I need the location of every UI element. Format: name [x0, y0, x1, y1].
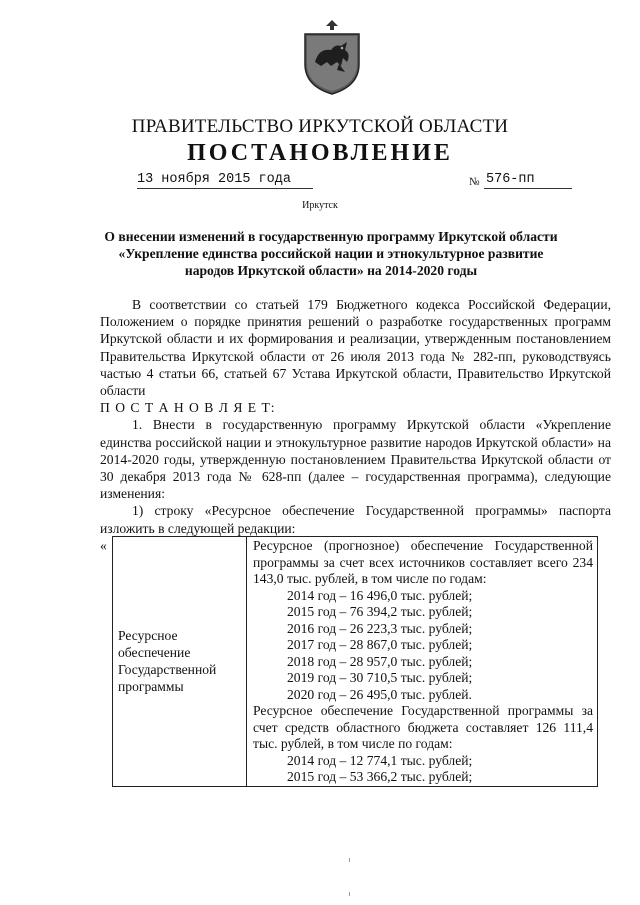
number-label: № [469, 176, 480, 188]
document-date: 13 ноября 2015 года [137, 172, 313, 189]
document-body [100, 296, 611, 537]
document-title: О внесении изменений в государственную программу Иркутской области «Укрепление единства российской нации и этнокультурное развитие народов Иркутской области» на 2014-2020 годы [104, 229, 558, 278]
item-1-paragraph: 1. Внести в государственную программу Иркутской области «Укрепление единства российской нации и этнокультурное развитие народов Иркутской области» на 2014-2020 годы, утвержденную постановлением Правительства Иркутской области от 30 декабря 2013 года № 628-пп (далее – государственная программа), следующие изменения: [100, 417, 611, 502]
document-number: 576-пп [484, 172, 572, 189]
table-content-cell [247, 537, 598, 787]
year-line: 2017 год – 28 867,0 тыс. рублей; [287, 637, 473, 652]
year-line: 2014 год – 12 774,1 тыс. рублей; [287, 752, 473, 768]
total-funding-text: Ресурсное (прогнозное) обеспечение Государственной программы за счет всех источников составляет всего 234 143,0 тыс. рублей, в том числе по годам: [253, 538, 593, 586]
year-line: 2015 год – 76 394,2 тыс. рублей; [287, 604, 473, 619]
year-line: 2014 год – 16 496,0 тыс. рублей; [287, 587, 473, 603]
item-1-1-paragraph: 1) строку «Ресурсное обеспечение Государственной программы» паспорта изложить в следующей редакции: [100, 503, 611, 536]
preamble-paragraph: В соответствии со статьей 179 Бюджетного кодекса Российской Федерации, Положением о порядке принятия решений о разработке государственных программ Иркутской области и их формирования и реализации, утвержденным постановлением Правительства Иркутской области от 26 июля 2013 года № 282-пп, руководствуясь частью 4 статьи 66, статьей 67 Устава Иркутской области, Правительство Иркутской области [100, 297, 611, 399]
resource-table [112, 536, 598, 787]
year-line: 2016 год – 26 223,3 тыс. рублей; [287, 620, 473, 636]
table-label: Ресурсное обеспечение Государственной программы [118, 628, 217, 695]
year-line: 2015 год – 53 366,2 тыс. рублей; [287, 769, 473, 784]
document-type: ПОСТАНОВЛЕНИЕ [187, 140, 453, 166]
city-name: Иркутск [302, 200, 338, 211]
year-line: 2019 год – 30 710,5 тыс. рублей; [287, 670, 473, 685]
table-label-cell [113, 537, 247, 787]
table-row [113, 537, 598, 787]
scan-speck [349, 892, 350, 896]
year-line: 2018 год – 28 957,0 тыс. рублей; [287, 653, 473, 669]
government-name: ПРАВИТЕЛЬСТВО ИРКУТСКОЙ ОБЛАСТИ [131, 116, 509, 137]
resolves-heading: П О С Т А Н О В Л Я Е Т: [100, 400, 276, 416]
coat-of-arms-emblem [301, 18, 363, 96]
scan-speck [349, 858, 350, 862]
opening-quote: « [100, 538, 107, 553]
year-line: 2020 год – 26 495,0 тыс. рублей. [287, 686, 472, 702]
regional-funding-text: Ресурсное обеспечение Государственной программы за счет средств областного бюджета составляет 126 111,4 тыс. рублей, в том числе по годам: [253, 703, 593, 751]
